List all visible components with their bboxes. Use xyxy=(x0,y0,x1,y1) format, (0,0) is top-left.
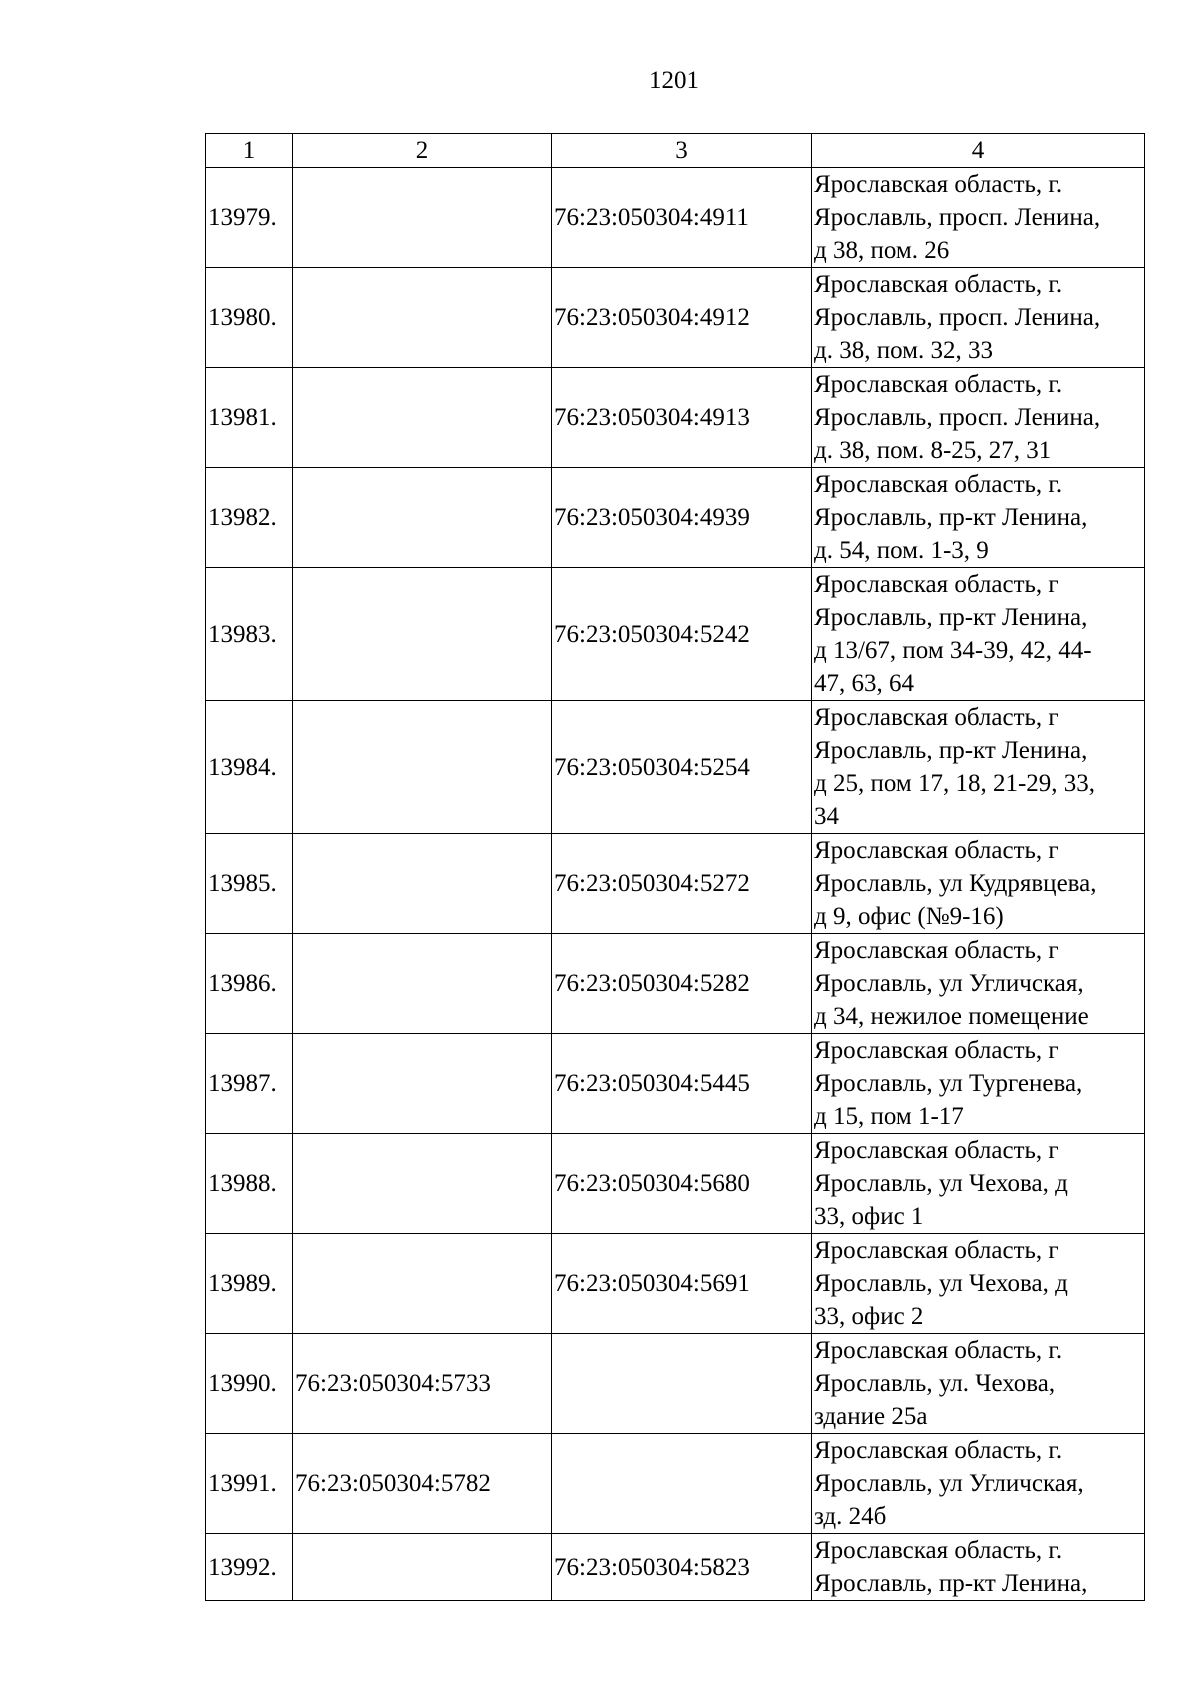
cadastral-number-col3: 76:23:050304:5254 xyxy=(552,701,812,834)
table-row xyxy=(206,168,1145,268)
address-line: д. 38, пом. 8-25, 27, 31 xyxy=(814,437,1052,464)
address-line: д 34, нежилое помещение xyxy=(814,1003,1089,1030)
row-number: 13981. xyxy=(206,368,293,468)
cadastral-number-col2 xyxy=(293,1034,552,1134)
address-line: Ярославская область, г. xyxy=(814,1337,1063,1364)
address-cell xyxy=(812,701,1145,834)
header-col-4: 4 xyxy=(812,134,1145,168)
table-row xyxy=(206,934,1145,1034)
registry-table xyxy=(205,133,1145,1601)
cadastral-number-col2 xyxy=(293,834,552,934)
address-line: д 38, пом. 26 xyxy=(814,237,950,264)
cadastral-number-col3: 76:23:050304:5272 xyxy=(552,834,812,934)
address-line: Ярославль, ул. Чехова, xyxy=(814,1370,1056,1397)
row-number: 13992. xyxy=(206,1534,293,1601)
address-line: Ярославская область, г xyxy=(814,704,1059,731)
table-row xyxy=(206,1134,1145,1234)
cadastral-number-col3: 76:23:050304:5282 xyxy=(552,934,812,1034)
address-line: Ярославская область, г. xyxy=(814,1437,1063,1464)
address-line: Ярославль, ул Чехова, д xyxy=(814,1270,1068,1297)
address-cell xyxy=(812,268,1145,368)
table-header xyxy=(206,134,1145,168)
address-line: 33, офис 1 xyxy=(814,1203,924,1230)
address-line: здание 25а xyxy=(814,1403,928,1430)
address-cell xyxy=(812,1234,1145,1334)
cadastral-number-col3: 76:23:050304:4911 xyxy=(552,168,812,268)
row-number: 13985. xyxy=(206,834,293,934)
table-row xyxy=(206,834,1145,934)
header-col-2: 2 xyxy=(293,134,552,168)
row-number: 13991. xyxy=(206,1434,293,1534)
address-line: Ярославская область, г xyxy=(814,1237,1059,1264)
table-row xyxy=(206,268,1145,368)
address-line: Ярославская область, г xyxy=(814,837,1059,864)
cadastral-number-col3: 76:23:050304:5823 xyxy=(552,1534,812,1601)
address-line: Ярославль, ул Тургенева, xyxy=(814,1070,1083,1097)
cadastral-number-col2 xyxy=(293,168,552,268)
address-line: Ярославль, ул Угличская, xyxy=(814,1470,1084,1497)
address-cell xyxy=(812,568,1145,701)
address-cell xyxy=(812,468,1145,568)
address-line: Ярославская область, г. xyxy=(814,171,1063,198)
address-line: Ярославль, ул Чехова, д xyxy=(814,1170,1068,1197)
address-line: Ярославская область, г. xyxy=(814,271,1063,298)
address-line: д. 54, пом. 1-3, 9 xyxy=(814,537,989,564)
row-number: 13979. xyxy=(206,168,293,268)
address-line: зд. 24б xyxy=(814,1503,887,1530)
row-number: 13983. xyxy=(206,568,293,701)
cadastral-number-col3: 76:23:050304:5691 xyxy=(552,1234,812,1334)
table-body xyxy=(206,168,1145,1601)
cadastral-number-col3: 76:23:050304:5445 xyxy=(552,1034,812,1134)
address-line: Ярославль, пр-кт Ленина, xyxy=(814,504,1088,531)
address-cell xyxy=(812,834,1145,934)
cadastral-number-col3: 76:23:050304:4913 xyxy=(552,368,812,468)
header-row xyxy=(206,134,1145,168)
address-cell xyxy=(812,1334,1145,1434)
row-number: 13989. xyxy=(206,1234,293,1334)
table-row xyxy=(206,1434,1145,1534)
address-line: 33, офис 2 xyxy=(814,1303,924,1330)
address-cell xyxy=(812,1534,1145,1601)
address-cell xyxy=(812,168,1145,268)
cadastral-number-col3: 76:23:050304:5680 xyxy=(552,1134,812,1234)
address-line: 47, 63, 64 xyxy=(814,670,914,697)
cadastral-number-col2 xyxy=(293,1534,552,1601)
address-line: Ярославская область, г. xyxy=(814,471,1063,498)
address-cell xyxy=(812,1434,1145,1534)
table-row xyxy=(206,568,1145,701)
table-row xyxy=(206,368,1145,468)
address-cell xyxy=(812,1034,1145,1134)
address-line: Ярославль, просп. Ленина, xyxy=(814,404,1101,431)
address-line: 34 xyxy=(814,803,839,830)
row-number: 13982. xyxy=(206,468,293,568)
cadastral-number-col3 xyxy=(552,1434,812,1534)
row-number: 13984. xyxy=(206,701,293,834)
address-line: д 9, офис (№9-16) xyxy=(814,903,1004,930)
address-line: Ярославская область, г xyxy=(814,1137,1059,1164)
table-row xyxy=(206,701,1145,834)
cadastral-number-col2 xyxy=(293,1234,552,1334)
header-col-3: 3 xyxy=(552,134,812,168)
table-row xyxy=(206,1534,1145,1601)
address-line: Ярославская область, г. xyxy=(814,1537,1063,1564)
cadastral-number-col2: 76:23:050304:5733 xyxy=(293,1334,552,1434)
cadastral-number-col3: 76:23:050304:4912 xyxy=(552,268,812,368)
address-line: д 13/67, пом 34-39, 42, 44- xyxy=(814,637,1092,664)
row-number: 13990. xyxy=(206,1334,293,1434)
address-line: Ярославская область, г xyxy=(814,1037,1059,1064)
cadastral-number-col2 xyxy=(293,468,552,568)
cadastral-number-col3 xyxy=(552,1334,812,1434)
address-line: Ярославль, пр-кт Ленина, xyxy=(814,1570,1088,1597)
address-line: д 15, пом 1-17 xyxy=(814,1103,964,1130)
cadastral-number-col2 xyxy=(293,568,552,701)
cadastral-number-col2 xyxy=(293,934,552,1034)
address-cell xyxy=(812,368,1145,468)
address-line: Ярославская область, г xyxy=(814,937,1059,964)
cadastral-number-col3: 76:23:050304:4939 xyxy=(552,468,812,568)
address-line: Ярославль, ул Кудрявцева, xyxy=(814,870,1097,897)
address-line: Ярославль, пр-кт Ленина, xyxy=(814,737,1088,764)
cadastral-number-col2 xyxy=(293,368,552,468)
cadastral-number-col2: 76:23:050304:5782 xyxy=(293,1434,552,1534)
row-number: 13987. xyxy=(206,1034,293,1134)
address-cell xyxy=(812,1134,1145,1234)
row-number: 13986. xyxy=(206,934,293,1034)
header-col-1: 1 xyxy=(206,134,293,168)
address-line: Ярославль, пр-кт Ленина, xyxy=(814,604,1088,631)
address-line: Ярославль, ул Угличская, xyxy=(814,970,1084,997)
address-line: Ярославская область, г xyxy=(814,571,1059,598)
table-row xyxy=(206,1034,1145,1134)
row-number: 13988. xyxy=(206,1134,293,1234)
table-row xyxy=(206,468,1145,568)
table-row xyxy=(206,1334,1145,1434)
address-line: д. 38, пом. 32, 33 xyxy=(814,337,993,364)
cadastral-number-col3: 76:23:050304:5242 xyxy=(552,568,812,701)
table-row xyxy=(206,1234,1145,1334)
address-cell xyxy=(812,934,1145,1034)
cadastral-number-col2 xyxy=(293,1134,552,1234)
address-line: Ярославская область, г. xyxy=(814,371,1063,398)
cadastral-number-col2 xyxy=(293,701,552,834)
address-line: д 25, пом 17, 18, 21-29, 33, xyxy=(814,770,1096,797)
address-line: Ярославль, просп. Ленина, xyxy=(814,304,1101,331)
address-line: Ярославль, просп. Ленина, xyxy=(814,204,1101,231)
row-number: 13980. xyxy=(206,268,293,368)
page-number: 1201 xyxy=(649,67,699,94)
cadastral-number-col2 xyxy=(293,268,552,368)
